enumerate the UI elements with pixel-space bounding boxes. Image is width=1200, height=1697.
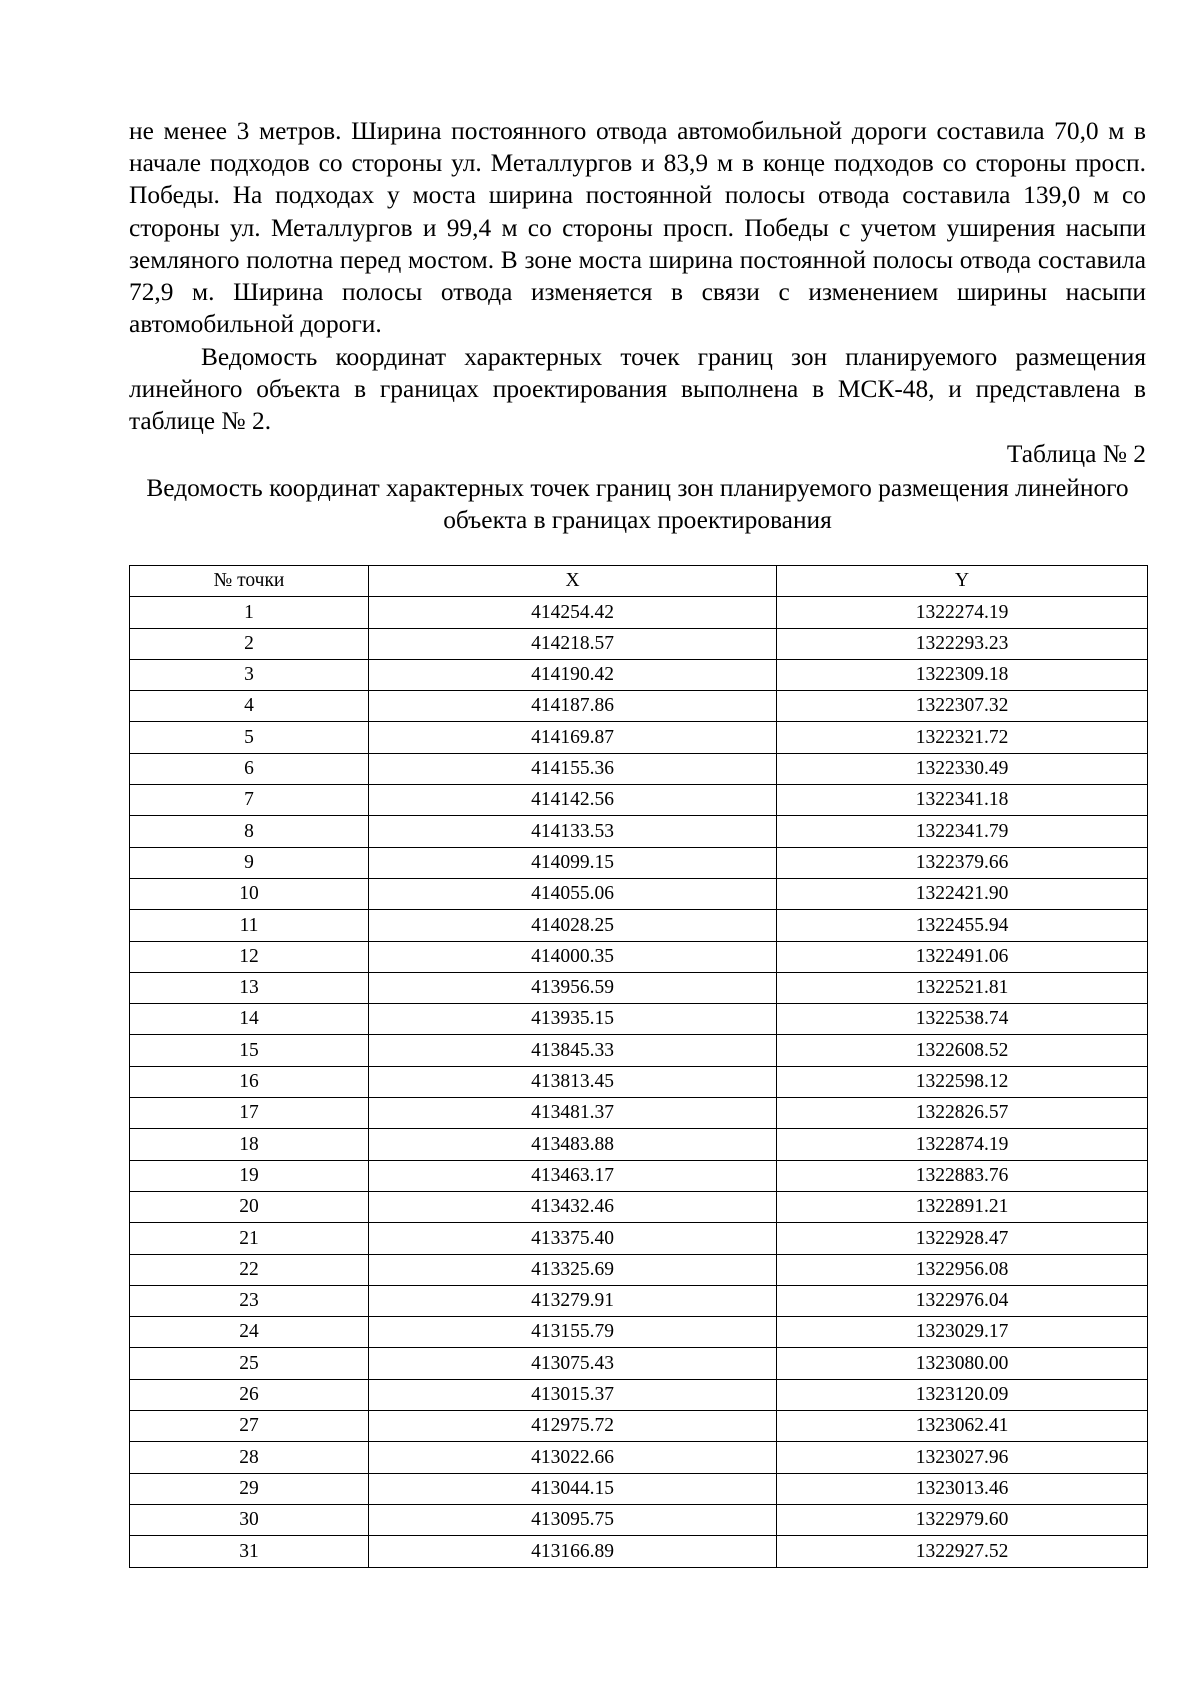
- cell-point-number: 1: [130, 597, 369, 628]
- table-header-row: [130, 566, 1148, 597]
- table-row: [130, 691, 1148, 722]
- cell-y: 1322883.76: [777, 1160, 1148, 1191]
- table-row: [130, 972, 1148, 1003]
- cell-x: 413813.45: [369, 1066, 777, 1097]
- cell-x: 413956.59: [369, 972, 777, 1003]
- cell-point-number: 26: [130, 1379, 369, 1410]
- cell-y: 1322927.52: [777, 1536, 1148, 1567]
- cell-point-number: 13: [130, 972, 369, 1003]
- cell-point-number: 11: [130, 910, 369, 941]
- table-row: [130, 1254, 1148, 1285]
- cell-y: 1322455.94: [777, 910, 1148, 941]
- cell-x: 414055.06: [369, 878, 777, 909]
- cell-point-number: 15: [130, 1035, 369, 1066]
- cell-x: 413022.66: [369, 1442, 777, 1473]
- cell-point-number: 18: [130, 1129, 369, 1160]
- cell-point-number: 25: [130, 1348, 369, 1379]
- table-row: [130, 659, 1148, 690]
- table-row: [130, 847, 1148, 878]
- cell-y: 1322979.60: [777, 1504, 1148, 1535]
- table-row: [130, 1442, 1148, 1473]
- table-row: [130, 1160, 1148, 1191]
- cell-y: 1322874.19: [777, 1129, 1148, 1160]
- cell-y: 1323029.17: [777, 1317, 1148, 1348]
- column-header-point: № точки: [130, 566, 369, 597]
- cell-y: 1323080.00: [777, 1348, 1148, 1379]
- cell-x: 413044.15: [369, 1473, 777, 1504]
- table-row: [130, 941, 1148, 972]
- cell-point-number: 23: [130, 1285, 369, 1316]
- cell-x: 413166.89: [369, 1536, 777, 1567]
- table-title: Ведомость координат характерных точек границ зон планируемого размещения линейного объекта в границах проектирования: [146, 474, 1129, 535]
- table-row: [130, 1411, 1148, 1442]
- table-row: [130, 1285, 1148, 1316]
- cell-point-number: 19: [130, 1160, 369, 1191]
- table-row: [130, 1348, 1148, 1379]
- cell-point-number: 20: [130, 1191, 369, 1222]
- table-row: [130, 1317, 1148, 1348]
- cell-point-number: 27: [130, 1411, 369, 1442]
- cell-point-number: 22: [130, 1254, 369, 1285]
- table-row: [130, 1536, 1148, 1567]
- cell-x: 413095.75: [369, 1504, 777, 1535]
- cell-point-number: 29: [130, 1473, 369, 1504]
- cell-point-number: 24: [130, 1317, 369, 1348]
- cell-y: 1322956.08: [777, 1254, 1148, 1285]
- cell-point-number: 5: [130, 722, 369, 753]
- table-caption: Таблица № 2: [1006, 440, 1146, 468]
- table-row: [130, 597, 1148, 628]
- cell-point-number: 3: [130, 659, 369, 690]
- table-row: [130, 1035, 1148, 1066]
- table-row: [130, 753, 1148, 784]
- cell-x: 414028.25: [369, 910, 777, 941]
- cell-y: 1322341.79: [777, 816, 1148, 847]
- cell-x: 413075.43: [369, 1348, 777, 1379]
- table-row: [130, 1129, 1148, 1160]
- cell-y: 1322341.18: [777, 785, 1148, 816]
- cell-x: 413279.91: [369, 1285, 777, 1316]
- cell-x: 413015.37: [369, 1379, 777, 1410]
- cell-y: 1322928.47: [777, 1223, 1148, 1254]
- cell-point-number: 9: [130, 847, 369, 878]
- cell-y: 1322491.06: [777, 941, 1148, 972]
- coordinates-table: [129, 565, 1148, 1568]
- cell-x: 414133.53: [369, 816, 777, 847]
- table-row: [130, 722, 1148, 753]
- cell-x: 414190.42: [369, 659, 777, 690]
- cell-x: 413432.46: [369, 1191, 777, 1222]
- cell-y: 1323013.46: [777, 1473, 1148, 1504]
- table-row: [130, 1223, 1148, 1254]
- cell-point-number: 31: [130, 1536, 369, 1567]
- cell-point-number: 10: [130, 878, 369, 909]
- cell-y: 1322379.66: [777, 847, 1148, 878]
- cell-y: 1322274.19: [777, 597, 1148, 628]
- cell-x: 413483.88: [369, 1129, 777, 1160]
- cell-x: 414218.57: [369, 628, 777, 659]
- column-header-x: X: [369, 566, 777, 597]
- cell-point-number: 8: [130, 816, 369, 847]
- table-row: [130, 785, 1148, 816]
- cell-point-number: 21: [130, 1223, 369, 1254]
- cell-y: 1322421.90: [777, 878, 1148, 909]
- cell-x: 414155.36: [369, 753, 777, 784]
- cell-point-number: 30: [130, 1504, 369, 1535]
- cell-point-number: 4: [130, 691, 369, 722]
- cell-x: 413481.37: [369, 1098, 777, 1129]
- table-row: [130, 816, 1148, 847]
- cell-y: 1322608.52: [777, 1035, 1148, 1066]
- cell-point-number: 2: [130, 628, 369, 659]
- table-row: [130, 1473, 1148, 1504]
- cell-y: 1322330.49: [777, 753, 1148, 784]
- cell-point-number: 14: [130, 1004, 369, 1035]
- cell-x: 414000.35: [369, 941, 777, 972]
- table-row: [130, 1379, 1148, 1410]
- cell-x: 413845.33: [369, 1035, 777, 1066]
- cell-y: 1323120.09: [777, 1379, 1148, 1410]
- table-row: [130, 910, 1148, 941]
- cell-y: 1322307.32: [777, 691, 1148, 722]
- table-row: [130, 628, 1148, 659]
- cell-x: 414142.56: [369, 785, 777, 816]
- cell-y: 1322293.23: [777, 628, 1148, 659]
- table-row: [130, 1066, 1148, 1097]
- cell-y: 1323062.41: [777, 1411, 1148, 1442]
- cell-y: 1322826.57: [777, 1098, 1148, 1129]
- cell-x: 414169.87: [369, 722, 777, 753]
- table-row: [130, 1191, 1148, 1222]
- cell-y: 1322538.74: [777, 1004, 1148, 1035]
- cell-point-number: 28: [130, 1442, 369, 1473]
- body-paragraph-1: не менее 3 метров. Ширина постоянного отвода автомобильной дороги составила 70,0 м в начале подходов со стороны ул. Металлургов и 83,9 м в конце подходов со стороны просп. Победы. На подходах у моста ширина постоянной полосы отвода составила 139,0 м со стороны ул. Металлургов и 99,4 м со стороны просп. Победы с учетом уширения насыпи земляного полотна перед мостом. В зоне моста ширина постоянной полосы отвода составила 72,9 м. Ширина полосы отвода изменяется в связи с изменением ширины насыпи автомобильной дороги.: [129, 117, 1146, 339]
- body-paragraph-2: Ведомость координат характерных точек границ зон планируемого размещения линейного объекта в границах проектирования выполнена в МСК-48, и представлена в таблице № 2.: [129, 343, 1146, 436]
- table-row: [130, 1098, 1148, 1129]
- cell-x: 412975.72: [369, 1411, 777, 1442]
- cell-point-number: 12: [130, 941, 369, 972]
- cell-y: 1322891.21: [777, 1191, 1148, 1222]
- table-row: [130, 878, 1148, 909]
- cell-x: 413325.69: [369, 1254, 777, 1285]
- table-body: [130, 597, 1148, 1567]
- column-header-y: Y: [777, 566, 1148, 597]
- cell-x: 413375.40: [369, 1223, 777, 1254]
- table-row: [130, 1004, 1148, 1035]
- cell-x: 413463.17: [369, 1160, 777, 1191]
- cell-y: 1323027.96: [777, 1442, 1148, 1473]
- cell-x: 414187.86: [369, 691, 777, 722]
- cell-x: 413935.15: [369, 1004, 777, 1035]
- cell-y: 1322976.04: [777, 1285, 1148, 1316]
- cell-point-number: 17: [130, 1098, 369, 1129]
- cell-y: 1322309.18: [777, 659, 1148, 690]
- cell-y: 1322521.81: [777, 972, 1148, 1003]
- cell-point-number: 16: [130, 1066, 369, 1097]
- cell-x: 414099.15: [369, 847, 777, 878]
- table-row: [130, 1504, 1148, 1535]
- cell-x: 414254.42: [369, 597, 777, 628]
- cell-y: 1322321.72: [777, 722, 1148, 753]
- cell-y: 1322598.12: [777, 1066, 1148, 1097]
- cell-point-number: 6: [130, 753, 369, 784]
- cell-point-number: 7: [130, 785, 369, 816]
- cell-x: 413155.79: [369, 1317, 777, 1348]
